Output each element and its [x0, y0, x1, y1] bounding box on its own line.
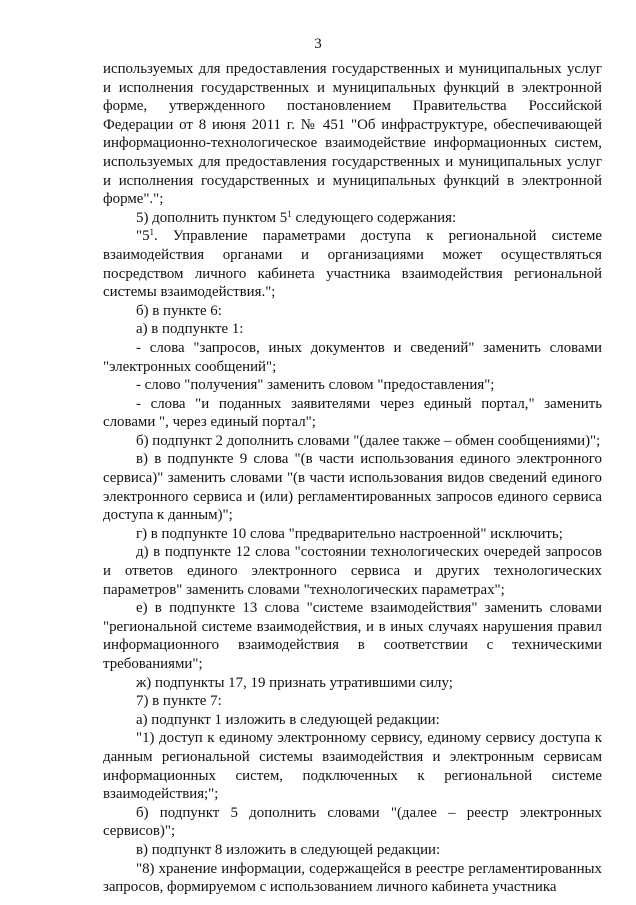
paragraph-p10: в) в подпункте 9 слова "(в части использования единого электронного сервиса)" заменить словами "(в части использования видов сведений единого электронного сервиса и (или) регламентированных запросов единого сервиса доступа к данным)"; — [103, 451, 602, 524]
paragraph-p07: - слово "получения" заменить словом "предоставления"; — [136, 377, 495, 394]
superscript: 1 — [287, 208, 292, 219]
paragraph-p13: е) в подпункте 13 слова "системе взаимодействия" заменить словами "региональной системе взаимодействия, и в иных случаях нарушения правил информационного взаимодействия в соответствии с техническими требованиями"; — [103, 600, 602, 672]
paragraph-text-before: "5 — [136, 228, 150, 245]
paragraph-text-before: 5) дополнить пунктом 5 — [136, 209, 288, 226]
paragraph-p15: 7) в пункте 7: — [136, 693, 222, 710]
paragraph-p01: используемых для предоставления государственных и муниципальных услуг и исполнения государственных и муниципальных функций в электронной форме, утвержденного постановлением Правительства Российской Федерации от 8 июня 2011 г. № 451 "Об инфраструктуре, обеспечивающей информационно-технологическое взаимодействие информационных систем, используемых для предоставления государственных и муниципальных услуг и исполнения государственных и муниципальных функций в электронной форме"."; — [103, 61, 602, 208]
paragraph-p18: б) подпункт 5 дополнить словами "(далее – реестр электронных сервисов)"; — [103, 804, 602, 840]
paragraph-p14: ж) подпункты 17, 19 признать утратившими силу; — [136, 674, 453, 691]
document-body — [103, 60, 602, 897]
paragraph-p02 — [103, 209, 602, 228]
paragraph-p16: а) подпункт 1 изложить в следующей редакции: — [136, 711, 440, 728]
paragraph-p11: г) в подпункте 10 слова "предварительно настроенной" исключить; — [136, 525, 563, 542]
paragraph-text-after: . Управление параметрами доступа к региональной системе взаимодействия органами и организациями может осуществляться посредством личного кабинета участника взаимодействия региональной системы взаимодействия."; — [103, 228, 602, 301]
paragraph-p05: а) в подпункте 1: — [136, 321, 244, 338]
paragraph-p20: "8) хранение информации, содержащейся в реестре регламентированных запросов, формируемом с использованием личного кабинета участника — [103, 860, 602, 896]
paragraph-p03 — [103, 227, 602, 301]
superscript: 1 — [149, 227, 155, 238]
page-number: 3 — [314, 36, 322, 52]
paragraph-p06: - слова "запросов, иных документов и сведений" заменить словами "электронных сообщений"; — [103, 339, 602, 375]
paragraph-text-after: следующего содержания: — [291, 209, 457, 226]
paragraph-p12: д) в подпункте 12 слова "состоянии технологических очередей запросов и ответов единого электронного сервиса и других технологических параметров" заменить словами "технологических параметрах"; — [103, 544, 602, 598]
paragraph-p04: б) в пункте 6: — [136, 302, 222, 319]
paragraph-p08: - слова "и поданных заявителями через единый портал," заменить словами ", через единый портал"; — [103, 395, 602, 431]
paragraph-p17: "1) доступ к единому электронному сервису, единому сервису доступа к данным региональной системы взаимодействия и электронным сервисам информационных систем, подключенных к региональной системе взаимодействия;"; — [103, 730, 602, 803]
paragraph-p19: в) подпункт 8 изложить в следующей редакции: — [136, 841, 441, 858]
paragraph-p09: б) подпункт 2 дополнить словами "(далее также – обмен сообщениями)"; — [136, 432, 601, 449]
